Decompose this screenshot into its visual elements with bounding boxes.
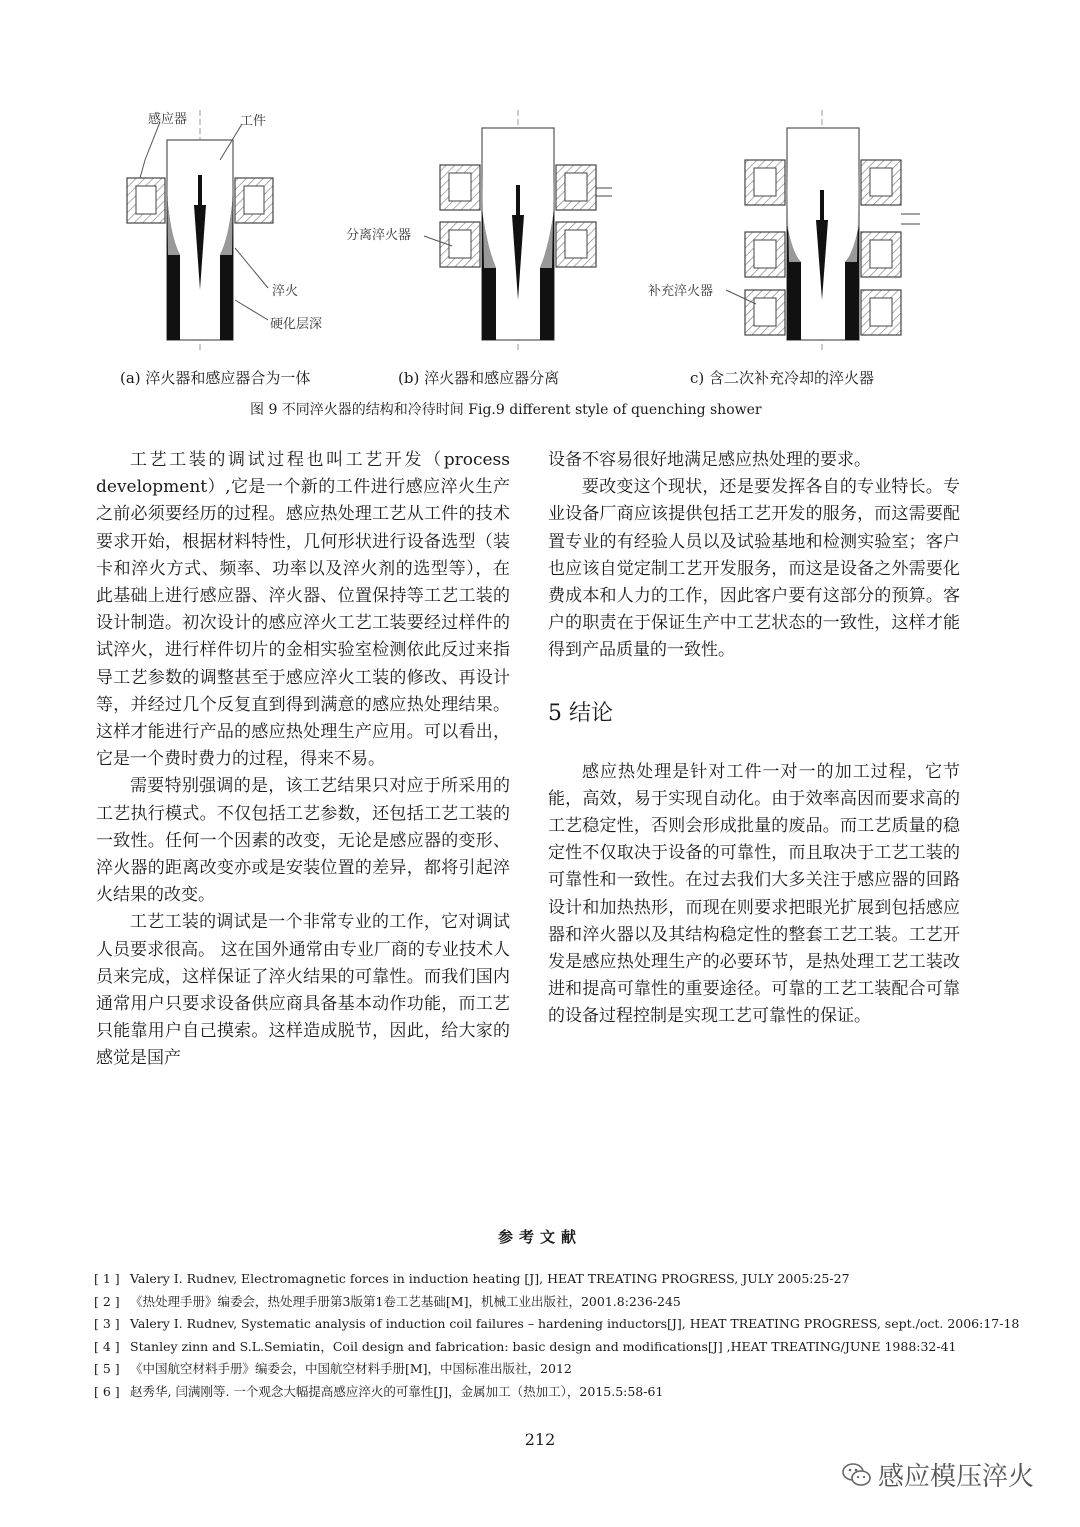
diagram-c [726,110,920,350]
label-inductor: 感应器 [148,112,188,127]
reference-item [94,1381,994,1404]
label-workpiece: 工件 [240,114,267,129]
paragraph: 设备不容易很好地满足感应热处理的要求。 [548,450,871,470]
watermark-text: 感应模压淬火 [878,1462,1035,1492]
label-quench: 淬火 [272,284,299,299]
reference-text: Valery I. Rudnev, Electromagnetic forces in induction heating [J], HEAT TREATING PROGRESS, JULY 2005:25-27 [130,1271,850,1286]
reference-text: Valery I. Rudnev, Systematic analysis of induction coil failures – hardening inductors[J], HEAT TREATING PROGRESS, sept./oct. 2006:17-18 [130,1316,1020,1331]
right-column [548,447,960,1031]
reference-item [94,1358,994,1381]
paragraph: 感应热处理是针对工件一对一的加工过程，它节能，高效，易于实现自动化。由于效率高因而要求高的工艺稳定性，否则会形成批量的废品。而工艺质量的稳定性不仅取决于设备的可靠性，而且取决于工艺工装的可靠性和一致性。在过去我们大多关注于感应器的回路设计和加热热形，而现在则要求把眼光扩展到包括感应器和淬火器以及其结构稳定性的整套工艺工装。工艺开发是感应热处理生产的必要环节，是热处理工艺工装改进和提高可靠性的重要途径。可靠的工艺工装配合可靠的设备过程控制是实现工艺可靠性的保证。 [548,761,960,1027]
reference-text: 《热处理手册》编委会，热处理手册第3版第1卷工艺基础[M]，机械工业出版社，2001.8:236-245 [130,1293,681,1309]
reference-item [94,1336,994,1359]
page-number: 212 [524,1430,556,1449]
reference-item [94,1291,994,1314]
label-separate-quencher: 分离淬火器 [346,228,412,243]
figure-caption: 图 9 不同淬火器的结构和冷待时间 Fig.9 different style of quenching shower [250,402,762,418]
paragraph: 要改变这个现状，还是要发挥各自的专业特长。专业设备厂商应该提供包括工艺开发的服务，而这需要配置专业的有经验人员以及试验基地和检测实验室；客户也应该自觉定制工艺开发服务，而这是设备之外需要化费成本和人力的工作，因此客户要有这部分的预算。客户的职责在于保证生产中工艺状态的一致性，这样才能得到产品质量的一致性。 [548,477,960,661]
wechat-icon [842,1462,872,1488]
reference-text: 赵秀华, 闫满刚等. 一个观念大幅提高感应淬火的可靠性[J]，金属加工（热加工），2015.5:58-61 [130,1383,664,1399]
left-column [96,447,510,1073]
reference-item [94,1268,994,1291]
section-heading: 5 结论 [548,700,613,726]
paragraph: 需要特别强调的是，该工艺结果只对应于所采用的工艺执行模式。不仅包括工艺参数，还包括工艺工装的一致性。任何一个因素的改变，无论是感应器的变形、淬火器的距离改变亦或是安装位置的差异，都将引起淬火结果的改变。 [96,776,510,906]
references-list [94,1268,1020,1403]
watermark [842,1456,1034,1493]
references-title: 参考文献 [497,1228,582,1246]
reference-number: [ 5 ] [94,1361,120,1376]
paragraph: 工艺工装的调试过程也叫工艺开发（process development）,它是一个新的工件进行感应淬火生产之前必须要经历的过程。感应热处理工艺从工件的技术要求开始，根据材料特性，几何形状进行设备选型（装卡和淬火方式、频率、功率以及淬火剂的选型等），在此基础上进行感应器、淬火器、位置保持等工艺工装的设计制造。初次设计的感应淬火工艺工装要经过样件的试淬火，进行样件切片的金相实验室检测依此反过来指导工艺参数的调整甚至于感应淬火工装的修改、再设计等，并经过几个反复直到得到满意的感应热处理结果。这样才能进行产品的感应热处理生产应用。可以看出，它是一个费时费力的过程，得来不易。 [96,450,510,770]
figure-9-diagram [0,0,1080,360]
reference-number: [ 2 ] [94,1293,120,1309]
reference-number: [ 1 ] [94,1271,120,1286]
subcaption-b: (b) 淬火器和感应器分离 [398,369,560,387]
paragraph: 工艺工装的调试是一个非常专业的工作，它对调试人员要求很高。 这在国外通常由专业厂商的专业技术人员来完成，这样保证了淬火结果的可靠性。而我们国内通常用户只要求设备供应商具备基本动作功能，而工艺只能靠用户自己摸索。这样造成脱节，因此，给大家的感觉是国产 [96,912,510,1069]
reference-item [94,1313,1020,1336]
reference-number: [ 3 ] [94,1316,120,1331]
reference-number: [ 4 ] [94,1338,120,1354]
diagram-a [127,110,273,350]
subcaption-a: (a) 淬火器和感应器合为一体 [120,369,311,387]
reference-text: Stanley zinn and S.L.Semiatin，Coil design and fabrication: basic design and modifications[J] ,HEAT TREATING/JUNE 1988:32-41 [130,1338,957,1354]
diagram-b [424,110,612,350]
reference-number: [ 6 ] [94,1383,120,1399]
label-supplementary-quencher: 补充淬火器 [648,284,714,299]
label-hardened-depth: 硬化层深 [270,317,323,332]
subcaption-c: c) 含二次补充冷却的淬火器 [690,369,875,387]
reference-text: 《中国航空材料手册》编委会，中国航空材料手册[M]，中国标准出版社，2012 [130,1361,572,1376]
